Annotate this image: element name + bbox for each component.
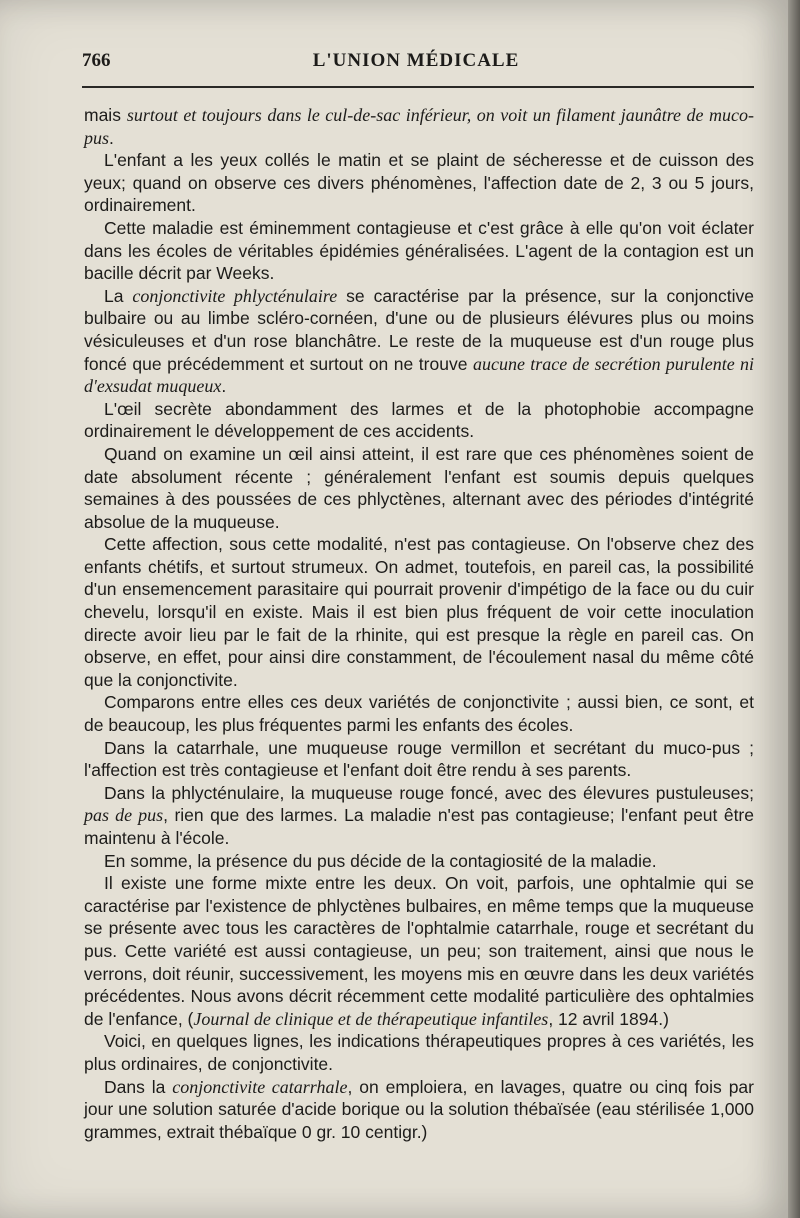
text-run: Cette maladie est éminemment contagieuse et c'est grâce à elle qu'on voit éclater dans les écoles de véritables épidémies généralisées. L'agent de la contagion est un bacille décrit par Weeks. [84, 217, 754, 284]
paragraph [84, 737, 754, 782]
page-edge-shadow [788, 0, 800, 1218]
text-run: Cette affection, sous cette modalité, n'est pas contagieuse. On l'observe chez des enfants chétifs, et surtout strumeux. On admet, toutefois, en pareil cas, la possibilité d'un ensemencement parasitaire qui pourrait provenir d'impétigo de la face ou du cuir chevelu, lorsqu'il en existe. Mais il est bien plus fréquent de voir cette inoculation directe avoir lieu par le fait de la rhinite, qui est presque la règle en pareil cas. On observe, en effet, pour ainsi dire constamment, de l'écoulement nasal du même côté que la conjonctivite. [84, 534, 754, 690]
page-header [82, 50, 750, 78]
paragraph [84, 533, 754, 691]
italic-text: pas de pus [84, 805, 164, 826]
italic-text: conjonctivite phlycténulaire [132, 285, 338, 306]
text-run: L'œil secrète abondamment des larmes et de la photophobie accompagne ordinairement le développement de ces accidents. [84, 398, 754, 442]
italic-text: Journal de clinique et de thérapeutique infantiles [193, 1008, 549, 1029]
text-run: Il existe une forme mixte entre les deux. On voit, parfois, une ophtalmie qui se caractérise par l'existence de phlyctènes bulbaires, en même temps que la muqueuse se présente avec tous les caractères de l'ophtalmie catarrhale, rouge et secrétant du pus. Cette variété est aussi contagieuse, un peu; son traitement, ainsi que nous le verrons, doit réunir, successivement, les moyens mis en œuvre dans les deux variétés précédentes. Nous avons décrit récemment cette modalité particulière des ophtalmies de l'enfance, ( [84, 873, 754, 1029]
paragraph [84, 285, 754, 398]
paragraph [84, 149, 754, 217]
italic-text: surtout et toujours dans le cul-de-sac inférieur, on voit un filament jaunâtre de muco-pus [84, 105, 755, 148]
paragraph [84, 104, 754, 149]
text-run: En somme, la présence du pus décide de la contagiosité de la maladie. [104, 850, 657, 871]
paragraph [84, 782, 754, 850]
italic-text: conjonctivite catarrhale [172, 1076, 348, 1097]
text-run: Dans la catarrhale, une muqueuse rouge vermillon et secrétant du muco-pus ; l'affection est très contagieuse et l'enfant doit être rendu à ses parents. [84, 737, 754, 781]
text-run: Comparons entre elles ces deux variétés de conjonctivite ; aussi bien, ce sont, et de beaucoup, les plus fréquentes parmi les enfants des écoles. [84, 692, 754, 736]
text-run: , rien que des larmes. La maladie n'est pas contagieuse; l'enfant peut être maintenu à l'école. [84, 805, 754, 848]
text-run: se caractérise par la présence, sur la conjonctive bulbaire ou au limbe scléro-cornéen, d'une ou de plusieurs élévures plus ou moins vésiculeuses et d'un rose blanchâtre. Le reste de la muqueuse est d'un rouge plus foncé que précédemment et surtout on ne trouve [84, 285, 755, 374]
running-head: L'UNION MÉDICALE [312, 50, 520, 71]
text-run: Quand on examine un œil ainsi atteint, il est rare que ces phénomènes soient de date absolument récente ; généralement l'enfant est soumis depuis quelques semaines à des poussées de ces phlyctènes, alternant avec des périodes d'intégrité absolue de la muqueuse. [84, 443, 754, 532]
body-text [84, 104, 754, 1143]
text-run: La [104, 285, 133, 306]
paragraph [84, 872, 754, 1030]
text-run: Voici, en quelques lignes, les indications thérapeutiques propres à ces variétés, les plus ordinaires, de conjonctivite. [84, 1031, 754, 1074]
text-run: L'enfant a les yeux collés le matin et se plaint de sécheresse et de cuisson des yeux; quand on observe ces divers phénomènes, l'affection date de 2, 3 ou 5 jours, ordinairement. [84, 150, 754, 216]
paragraph [84, 691, 754, 736]
paragraph [84, 443, 754, 533]
text-run: , 12 avril 1894.) [548, 1008, 669, 1029]
text-run: . [109, 127, 114, 148]
text-run: . [221, 376, 227, 397]
paragraph [84, 850, 754, 873]
italic-text: aucune trace de secrétion purulente ni d'exsudat muqueux [84, 353, 755, 397]
paragraph [84, 1030, 754, 1075]
text-run: Dans la phlycténulaire, la muqueuse rouge foncé, avec des élevures pustuleuses; [104, 782, 754, 803]
header-rule [82, 86, 754, 88]
paragraph [84, 217, 754, 285]
text-run: mais [84, 105, 127, 125]
paragraph [84, 1076, 754, 1144]
text-run: , on emploiera, en lavages, quatre ou cinq fois par jour une solution saturée d'acide borique ou la solution thébaïsée (eau stérilisée 1,000 grammes, extrait thébaïque 0 gr. 10 centigr.) [84, 1076, 754, 1142]
page-number: 766 [82, 50, 111, 71]
paragraph [84, 398, 754, 443]
text-run: Dans la [104, 1076, 173, 1097]
